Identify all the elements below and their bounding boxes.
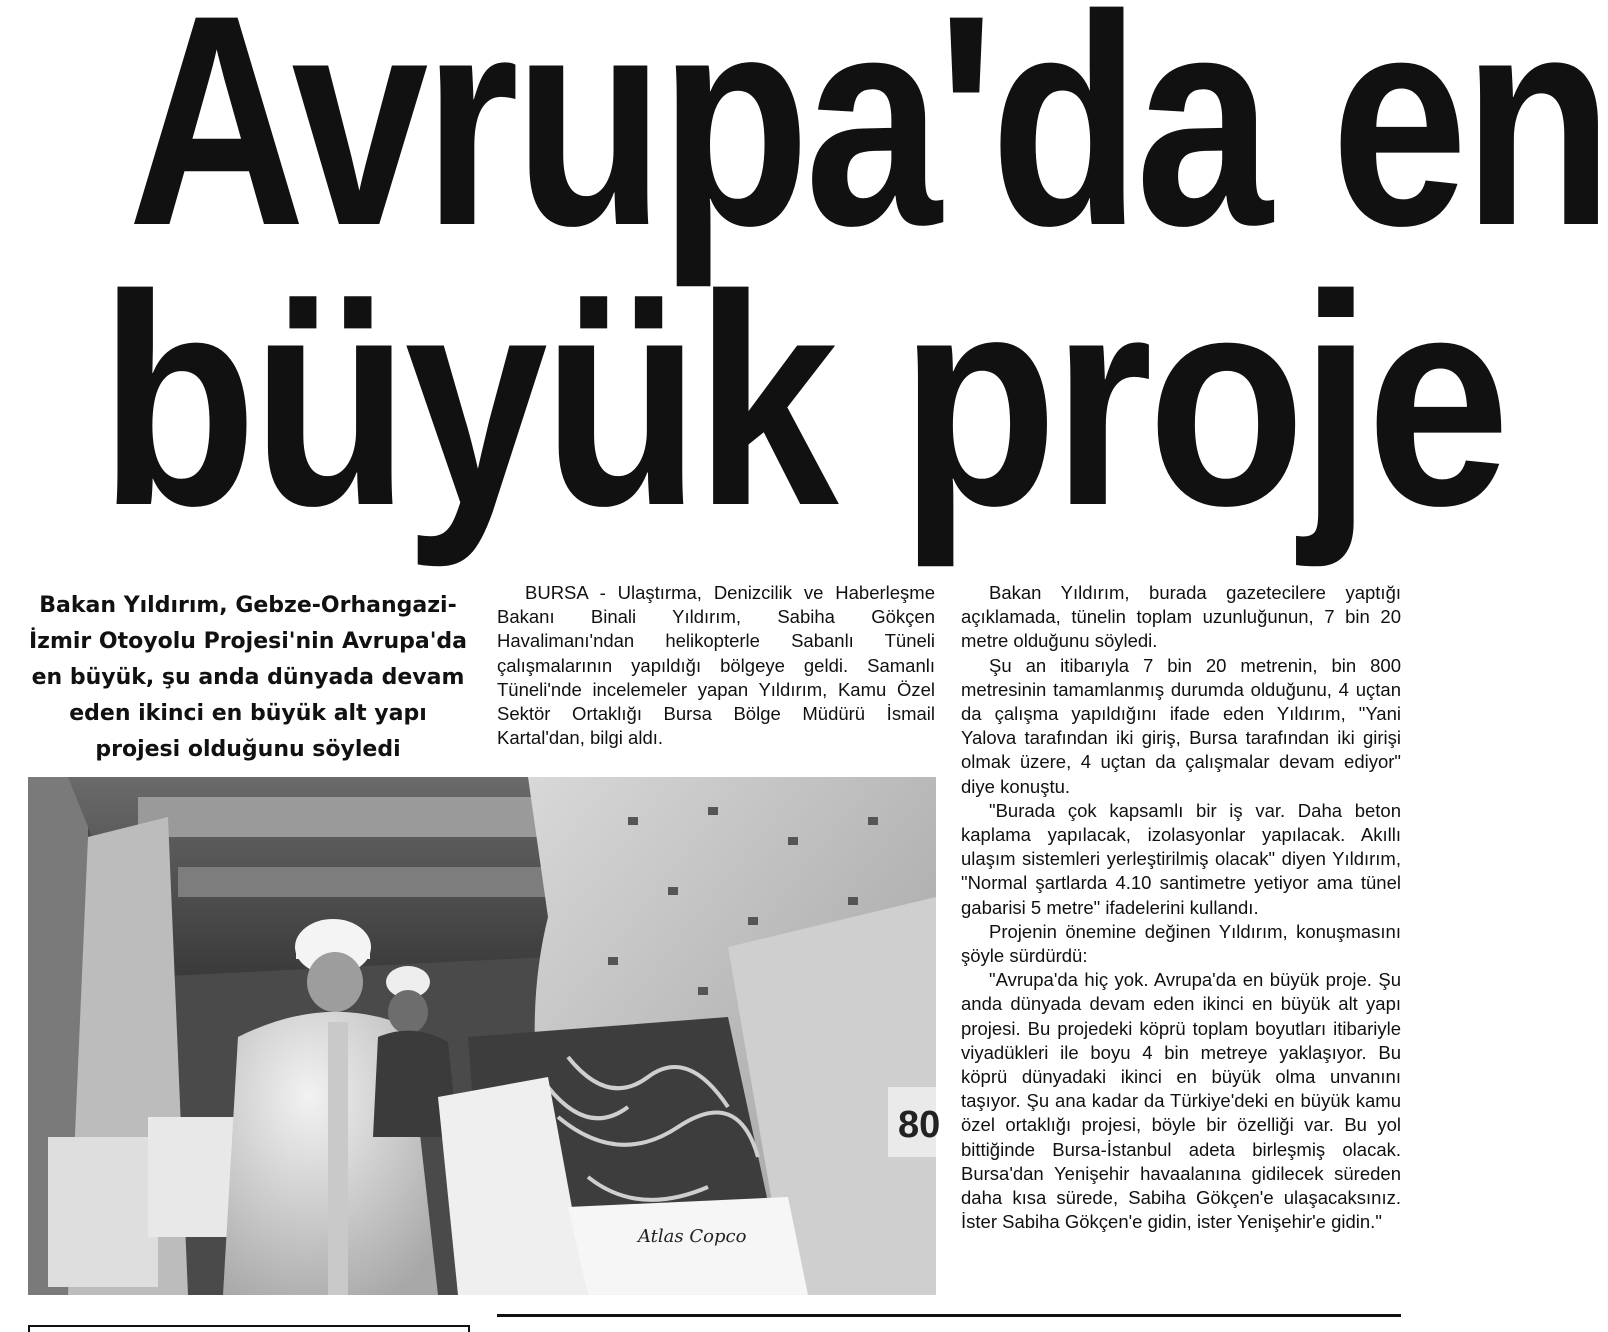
- machine-number-label: 80: [898, 1104, 941, 1146]
- box-right-edge: [468, 1325, 470, 1332]
- article-paragraph: BURSA - Ulaştırma, Denizcilik ve Haberleşme Bakanı Binali Yıldırım, Sabiha Gökçen Havalimanı'ndan helikopterle Sabanlı Tüneli çalışmalarının yapıldığı bölgeye geldi. Samanlı Tüneli'nde incelemeler yapan Yıldırım, Kamu Özel Sektör Ortaklığı Bursa Bölge Müdürü İsmail Kartal'dan, bilgi aldı.: [497, 582, 935, 749]
- article-paragraph: Bakan Yıldırım, burada gazetecilere yaptığı açıklamada, tünelin toplam uzunluğunun, 7 bin 20 metre olduğunu söyledi.: [961, 582, 1401, 652]
- section-divider-rule: [497, 1314, 1401, 1317]
- headline-line-2: büyük proje: [99, 232, 1505, 568]
- lead-summary: Bakan Yıldırım, Gebze-Orhangazi-İzmir Otoyolu Projesi'nin Avrupa'da en büyük, şu anda dünyada devam eden ikinci en büyük alt yapı projesi olduğunu söyledi: [28, 593, 468, 762]
- article-column-3: [961, 581, 1401, 1234]
- article-paragraph: "Avrupa'da hiç yok. Avrupa'da en büyük proje. Şu anda dünyada devam eden ikinci en büyük alt yapı projesi. Bu projedeki köprü toplam boyutları itibariyle viyadükleri ile boyu 4 bin metreye yaklaşıyor. Bu köprü dünyadaki ikinci en büyük olma unvanını taşıyor. Şu ana kadar da Türkiye'deki en büyük kamu özel ortaklığı projesi, böyle bir özelliği var. Bu yol bittiğinde Bursa-İstanbul adeta birleşmiş olacak. Bursa'dan Yenişehir havaalanına gidilecek süreden daha kısa sürede, Sabiha Gökçen'e ulaşacaksınız. İster Sabiha Gökçen'e gidin, ister Yenişehir'e gidin.": [961, 969, 1401, 1233]
- article-paragraph: "Burada çok kapsamlı bir iş var. Daha beton kaplama yapılacak, izolasyonlar yapılacak. Akıllı ulaşım sistemleri yerleştirilmiş olacak" diyen Yıldırım, "Normal şartlarda 4.10 santimetre yetiyor ama tünel gabarisi 5 metre" ifadelerini kullandı.: [961, 799, 1401, 918]
- article-column-2: [497, 581, 935, 750]
- article-paragraph: Projenin önemine değinen Yıldırım, konuşmasını şöyle sürdürdü:: [961, 920, 1401, 967]
- box-left-edge: [28, 1325, 30, 1332]
- machine-brand-label: Atlas Copco: [638, 1226, 747, 1247]
- headline-line-1: Avrupa'da en: [127, 0, 1608, 288]
- news-photo-tunnel: [28, 777, 941, 1295]
- box-top-rule: [28, 1325, 470, 1327]
- article-paragraph: Şu an itibarıyla 7 bin 20 metrenin, bin 800 metresinin tamamlanmış durumda olduğunu, 4 uçtan da çalışma yapıldığını ifade eden Yıldırım, "Yani Yalova tarafından iki giriş, Bursa tarafından iki girişi olmak üzere, 4 uçtan da çalışmalar devam ediyor" diye konuştu.: [961, 654, 1401, 797]
